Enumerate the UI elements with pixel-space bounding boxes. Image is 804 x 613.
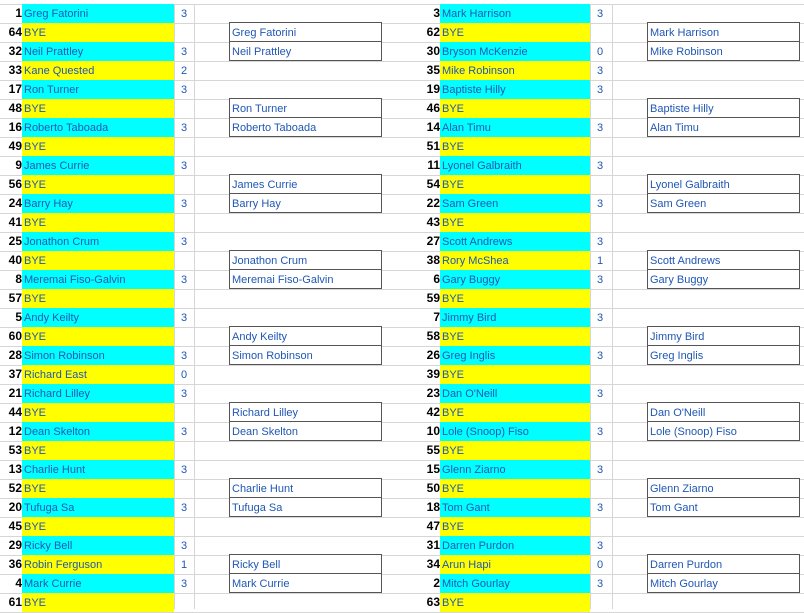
seed-number: 7 xyxy=(433,310,440,324)
advance-box[interactable]: Mitch Gourlay xyxy=(647,574,800,593)
advance-box[interactable]: Roberto Taboada xyxy=(229,118,382,137)
advance-box[interactable]: Richard Lilley xyxy=(229,402,382,422)
seed-number: 54 xyxy=(426,177,440,191)
score-cell xyxy=(590,479,610,498)
score-cell xyxy=(590,99,610,118)
seed-number: 4 xyxy=(15,576,22,590)
score-cell xyxy=(590,137,610,156)
score-cell: 3 xyxy=(596,350,604,362)
player-cell[interactable]: BYE xyxy=(440,441,590,460)
player-cell[interactable]: BYE xyxy=(22,517,174,536)
seed-number: 61 xyxy=(8,595,22,609)
player-cell[interactable]: BYE xyxy=(22,479,174,498)
seed-number: 63 xyxy=(426,595,440,609)
score-cell xyxy=(590,23,610,42)
player-cell[interactable]: Ricky Bell xyxy=(22,536,174,555)
score-cell xyxy=(174,593,194,612)
player-cell[interactable]: Baptiste Hilly xyxy=(440,80,590,99)
advance-box[interactable]: Jonathon Crum xyxy=(229,250,382,270)
seed-number: 6 xyxy=(433,272,440,286)
score-cell: 3 xyxy=(180,84,188,96)
player-cell[interactable]: BYE xyxy=(22,213,174,232)
score-cell: 3 xyxy=(596,312,604,324)
score-cell xyxy=(174,137,194,156)
advance-box[interactable]: Dean Skelton xyxy=(229,422,382,441)
score-cell: 3 xyxy=(180,198,188,210)
player-cell[interactable]: Scott Andrews xyxy=(440,232,590,251)
player-cell[interactable]: BYE xyxy=(440,99,590,118)
score-cell: 3 xyxy=(180,274,188,286)
score-cell xyxy=(590,327,610,346)
advance-box[interactable]: Greg Fatorini xyxy=(229,22,382,42)
advance-box[interactable]: Lyonel Galbraith xyxy=(647,174,800,194)
seed-number: 8 xyxy=(15,272,22,286)
score-cell: 3 xyxy=(180,46,188,58)
player-cell[interactable]: BYE xyxy=(440,479,590,498)
player-cell[interactable]: Glenn Ziarno xyxy=(440,460,590,479)
advance-box[interactable]: Jimmy Bird xyxy=(647,326,800,346)
score-cell xyxy=(174,289,194,308)
player-cell[interactable]: BYE xyxy=(22,593,174,612)
advance-box[interactable]: Greg Inglis xyxy=(647,346,800,365)
score-cell: 3 xyxy=(180,540,188,552)
seed-number: 11 xyxy=(427,158,440,172)
player-cell[interactable]: Dean Skelton xyxy=(22,422,174,441)
seed-number: 32 xyxy=(8,44,22,58)
advance-box[interactable]: Ron Turner xyxy=(229,98,382,118)
seed-number: 49 xyxy=(8,139,22,153)
seed-number: 44 xyxy=(8,405,22,419)
player-cell[interactable]: Charlie Hunt xyxy=(22,460,174,479)
score-cell xyxy=(590,289,610,308)
score-cell: 3 xyxy=(180,502,188,514)
player-cell[interactable]: Mark Harrison xyxy=(440,4,590,23)
player-cell[interactable]: Andy Keilty xyxy=(22,308,174,327)
seed-number: 24 xyxy=(8,196,22,210)
player-cell[interactable]: Darren Purdon xyxy=(440,536,590,555)
player-cell[interactable]: BYE xyxy=(22,327,174,346)
player-cell[interactable]: BYE xyxy=(22,23,174,42)
seed-number: 23 xyxy=(426,386,440,400)
seed-number: 50 xyxy=(426,481,440,495)
score-cell xyxy=(590,403,610,422)
advance-box[interactable]: Charlie Hunt xyxy=(229,478,382,498)
player-cell[interactable]: Bryson McKenzie xyxy=(440,42,590,61)
score-cell: 3 xyxy=(180,464,188,476)
score-cell: 3 xyxy=(180,350,188,362)
seed-number: 57 xyxy=(8,291,22,305)
seed-number: 48 xyxy=(8,101,22,115)
player-cell[interactable]: Mitch Gourlay xyxy=(440,574,590,593)
score-cell xyxy=(174,251,194,270)
advance-box[interactable]: Simon Robinson xyxy=(229,346,382,365)
seed-number: 3 xyxy=(433,6,440,20)
score-cell: 3 xyxy=(596,464,604,476)
player-cell[interactable]: Richard Lilley xyxy=(22,384,174,403)
advance-box[interactable]: Lole (Snoop) Fiso xyxy=(647,422,800,441)
player-cell[interactable]: Roberto Taboada xyxy=(22,118,174,137)
seed-number: 18 xyxy=(426,500,440,514)
score-cell: 0 xyxy=(596,559,604,571)
seed-number: 36 xyxy=(8,557,22,571)
score-cell: 1 xyxy=(180,559,188,571)
player-cell[interactable]: BYE xyxy=(440,403,590,422)
player-cell[interactable]: Rory McShea xyxy=(440,251,590,270)
player-cell[interactable]: Lyonel Galbraith xyxy=(440,156,590,175)
seed-number: 27 xyxy=(426,234,440,248)
player-cell[interactable]: BYE xyxy=(440,517,590,536)
seed-number: 62 xyxy=(426,25,440,39)
seed-number: 59 xyxy=(426,291,440,305)
score-cell xyxy=(174,175,194,194)
score-cell: 3 xyxy=(180,388,188,400)
score-cell xyxy=(174,441,194,460)
seed-number: 37 xyxy=(8,367,22,381)
player-cell[interactable]: Alan Timu xyxy=(440,118,590,137)
player-cell[interactable]: Tom Gant xyxy=(440,498,590,517)
player-cell[interactable]: Sam Green xyxy=(440,194,590,213)
seed-number: 10 xyxy=(426,424,440,438)
player-cell[interactable]: Greg Fatorini xyxy=(22,4,174,23)
player-cell[interactable]: Neil Prattley xyxy=(22,42,174,61)
advance-box[interactable]: Sam Green xyxy=(647,194,800,213)
player-cell[interactable]: Richard East xyxy=(22,365,174,384)
seed-number: 34 xyxy=(426,557,440,571)
seed-number: 12 xyxy=(8,424,22,438)
player-cell[interactable]: BYE xyxy=(440,289,590,308)
score-cell: 3 xyxy=(180,160,188,172)
player-cell[interactable]: Jonathon Crum xyxy=(22,232,174,251)
seed-number: 58 xyxy=(426,329,440,343)
player-cell[interactable]: BYE xyxy=(22,251,174,270)
score-cell: 0 xyxy=(180,369,188,381)
advance-box[interactable]: Ricky Bell xyxy=(229,554,382,574)
player-cell[interactable]: Greg Inglis xyxy=(440,346,590,365)
seed-number: 26 xyxy=(426,348,440,362)
seed-number: 9 xyxy=(15,158,22,172)
score-cell: 3 xyxy=(596,65,604,77)
seed-number: 41 xyxy=(8,215,22,229)
player-cell[interactable]: BYE xyxy=(440,23,590,42)
seed-number: 60 xyxy=(8,329,22,343)
advance-box[interactable]: Tom Gant xyxy=(647,498,800,517)
score-cell: 3 xyxy=(596,122,604,134)
advance-box[interactable]: Scott Andrews xyxy=(647,250,800,270)
player-cell[interactable]: Ron Turner xyxy=(22,80,174,99)
score-cell xyxy=(590,441,610,460)
advance-box[interactable]: Darren Purdon xyxy=(647,554,800,574)
score-cell: 3 xyxy=(180,312,188,324)
player-cell[interactable]: Simon Robinson xyxy=(22,346,174,365)
seed-number: 22 xyxy=(426,196,440,210)
player-cell[interactable]: Kane Quested xyxy=(22,61,174,80)
player-cell[interactable]: BYE xyxy=(22,175,174,194)
player-cell[interactable]: BYE xyxy=(22,289,174,308)
advance-box[interactable]: Mark Harrison xyxy=(647,22,800,42)
player-cell[interactable]: Gary Buggy xyxy=(440,270,590,289)
seed-number: 55 xyxy=(426,443,440,457)
advance-box[interactable]: Glenn Ziarno xyxy=(647,478,800,498)
advance-box[interactable]: Meremai Fiso-Galvin xyxy=(229,270,382,289)
column-divider xyxy=(612,4,613,609)
advance-box[interactable]: Gary Buggy xyxy=(647,270,800,289)
seed-number: 53 xyxy=(8,443,22,457)
advance-box[interactable]: James Currie xyxy=(229,174,382,194)
advance-box[interactable]: Mark Currie xyxy=(229,574,382,593)
seed-number: 46 xyxy=(426,101,440,115)
column-divider xyxy=(194,4,195,609)
player-cell[interactable]: Meremai Fiso-Galvin xyxy=(22,270,174,289)
score-cell: 3 xyxy=(596,388,604,400)
player-cell[interactable]: BYE xyxy=(440,327,590,346)
seed-number: 17 xyxy=(8,82,22,96)
score-cell xyxy=(590,517,610,536)
seed-number: 25 xyxy=(8,234,22,248)
player-cell[interactable]: BYE xyxy=(440,175,590,194)
score-cell xyxy=(174,327,194,346)
player-cell[interactable]: BYE xyxy=(440,137,590,156)
advance-box[interactable]: Alan Timu xyxy=(647,118,800,137)
score-cell: 3 xyxy=(596,502,604,514)
seed-number: 33 xyxy=(8,63,22,77)
score-cell: 3 xyxy=(180,426,188,438)
score-cell xyxy=(174,213,194,232)
seed-number: 39 xyxy=(426,367,440,381)
seed-number: 30 xyxy=(426,44,440,58)
player-cell[interactable]: BYE xyxy=(22,441,174,460)
score-cell: 3 xyxy=(180,8,188,20)
player-cell[interactable]: BYE xyxy=(440,213,590,232)
player-cell[interactable]: James Currie xyxy=(22,156,174,175)
player-cell[interactable]: BYE xyxy=(22,403,174,422)
score-cell xyxy=(590,365,610,384)
seed-number: 28 xyxy=(8,348,22,362)
player-cell[interactable]: BYE xyxy=(22,137,174,156)
advance-box[interactable]: Tufuga Sa xyxy=(229,498,382,517)
player-cell[interactable]: BYE xyxy=(440,593,590,612)
player-cell[interactable]: Dan O'Neill xyxy=(440,384,590,403)
score-cell: 3 xyxy=(596,160,604,172)
score-cell xyxy=(174,479,194,498)
advance-box[interactable]: Dan O'Neill xyxy=(647,402,800,422)
score-cell: 0 xyxy=(596,46,604,58)
seed-number: 19 xyxy=(426,82,440,96)
seed-number: 52 xyxy=(8,481,22,495)
score-cell xyxy=(590,175,610,194)
player-cell[interactable]: Jimmy Bird xyxy=(440,308,590,327)
seed-number: 5 xyxy=(15,310,22,324)
score-cell xyxy=(174,99,194,118)
score-cell: 3 xyxy=(180,578,188,590)
score-cell: 3 xyxy=(596,236,604,248)
seed-number: 21 xyxy=(8,386,22,400)
score-cell: 2 xyxy=(180,65,188,77)
seed-number: 51 xyxy=(426,139,440,153)
score-cell: 3 xyxy=(596,8,604,20)
score-cell: 3 xyxy=(596,84,604,96)
seed-number: 16 xyxy=(8,120,22,134)
player-cell[interactable]: BYE xyxy=(22,99,174,118)
seed-number: 1 xyxy=(15,6,22,20)
seed-number: 31 xyxy=(426,538,440,552)
score-cell xyxy=(174,23,194,42)
advance-box[interactable]: Baptiste Hilly xyxy=(647,98,800,118)
seed-number: 56 xyxy=(8,177,22,191)
player-cell[interactable]: Lole (Snoop) Fiso xyxy=(440,422,590,441)
seed-number: 42 xyxy=(426,405,440,419)
seed-number: 2 xyxy=(433,576,440,590)
score-cell: 3 xyxy=(596,578,604,590)
advance-box[interactable]: Neil Prattley xyxy=(229,42,382,61)
advance-box[interactable]: Andy Keilty xyxy=(229,326,382,346)
player-cell[interactable]: Mike Robinson xyxy=(440,61,590,80)
score-cell: 3 xyxy=(596,540,604,552)
seed-number: 20 xyxy=(8,500,22,514)
score-cell xyxy=(174,403,194,422)
seed-number: 38 xyxy=(426,253,440,267)
score-cell xyxy=(590,593,610,612)
player-cell[interactable]: Robin Ferguson xyxy=(22,555,174,574)
player-cell[interactable]: Tufuga Sa xyxy=(22,498,174,517)
score-cell: 3 xyxy=(596,274,604,286)
seed-number: 43 xyxy=(426,215,440,229)
player-cell[interactable]: Arun Hapi xyxy=(440,555,590,574)
advance-box[interactable]: Barry Hay xyxy=(229,194,382,213)
player-cell[interactable]: Barry Hay xyxy=(22,194,174,213)
advance-box[interactable]: Mike Robinson xyxy=(647,42,800,61)
player-cell[interactable]: Mark Currie xyxy=(22,574,174,593)
seed-number: 40 xyxy=(8,253,22,267)
player-cell[interactable]: BYE xyxy=(440,365,590,384)
seed-number: 45 xyxy=(8,519,22,533)
seed-number: 29 xyxy=(8,538,22,552)
seed-number: 13 xyxy=(8,462,22,476)
seed-number: 47 xyxy=(426,519,440,533)
score-cell xyxy=(590,213,610,232)
seed-number: 35 xyxy=(426,63,440,77)
seed-number: 14 xyxy=(426,120,440,134)
seed-number: 64 xyxy=(8,25,22,39)
score-cell: 3 xyxy=(596,198,604,210)
seed-number: 15 xyxy=(426,462,440,476)
score-cell: 3 xyxy=(180,236,188,248)
score-cell xyxy=(174,517,194,536)
score-cell: 1 xyxy=(596,255,604,267)
score-cell: 3 xyxy=(180,122,188,134)
score-cell: 3 xyxy=(596,426,604,438)
